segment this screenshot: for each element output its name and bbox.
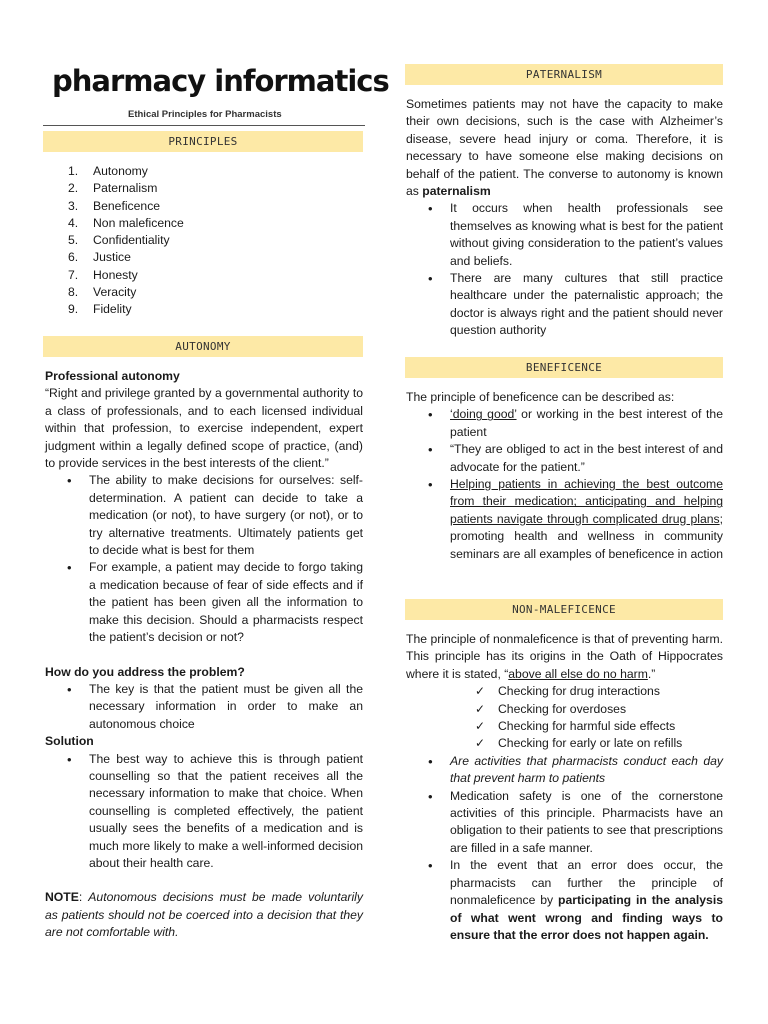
list-item: • There are many cultures that still practice healthcare under the paternalistic approach; the doctor is always right and the patient should never question authority	[406, 270, 723, 340]
autonomy-note: NOTE: Autonomous decisions must be made voluntarily as patients should not be coerced into a decision that they are not comfortable with.	[45, 890, 363, 940]
list-item: ✓ Checking for harmful side effects	[406, 718, 723, 735]
nonmaleficence-section	[406, 631, 723, 944]
autonomy-section	[45, 368, 363, 942]
list-item: 6. Justice	[68, 250, 131, 265]
title-divider	[43, 125, 365, 126]
list-item: 9. Fidelity	[68, 302, 132, 317]
list-item: • The key is that the patient must be given all the necessary information in order to make an autonomous choice	[45, 681, 363, 733]
section-heading-autonomy: AUTONOMY	[43, 336, 363, 357]
list-item: 8. Veracity	[68, 285, 137, 300]
list-item: 7. Honesty	[68, 267, 138, 282]
beneficence-bullets	[406, 406, 723, 563]
paternalism-section	[406, 96, 723, 340]
nonmaleficence-bullets	[406, 753, 723, 944]
section-heading-nonmaleficence: NON-MALEFICENCE	[405, 599, 723, 620]
solution-bullets	[45, 751, 363, 873]
list-item: • It occurs when health professionals see themselves as knowing what is best for the patient without giving consideration to the patient’s values and beliefs.	[406, 200, 723, 270]
page-subtitle: Ethical Principles for Pharmacists	[128, 109, 282, 120]
autonomy-bullets	[45, 472, 363, 646]
list-item: • Helping patients in achieving the best outcome from their medication; anticipating and helping patients navigate through complicated drug plans; promoting health and wellness in community seminars are all examples of beneficence in action	[406, 476, 723, 563]
list-item: • Are activities that pharmacists conduct each day that prevent harm to patients	[406, 753, 723, 788]
autonomy-quote: “Right and privilege granted by a governmental authority to a class of professionals, and to each licensed individual within that profession, to exercise independent, expert judgment within a legally defined scope of practice, (and) to provide services in the best interests of the client.”	[45, 386, 363, 471]
solution-label: Solution	[45, 734, 94, 749]
list-item: • For example, a patient may decide to forgo taking a medication because of fear of side effects and if the patient has been given all the information to make this decision. Should a pharmacists respect the patient’s decision or not?	[45, 559, 363, 646]
nonmaleficence-intro: The principle of nonmaleficence is that of preventing harm. This principle has its origins in the Oath of Hippocrates where it is stated, “above all else do no harm.”	[406, 632, 723, 681]
list-item: ✓ Checking for overdoses	[406, 701, 723, 718]
list-item: ✓ Checking for early or late on refills	[406, 735, 723, 752]
nonmaleficence-checklist	[406, 683, 723, 753]
page-title: pharmacy informatics	[52, 64, 389, 98]
list-item: 5. Confidentiality	[68, 233, 170, 248]
question-bullets	[45, 681, 363, 733]
autonomy-question: How do you address the problem?	[45, 664, 245, 679]
list-item: 4. Non maleficence	[68, 215, 184, 230]
list-item: 1. Autonomy	[68, 164, 148, 178]
beneficence-section	[406, 389, 723, 563]
autonomy-subheading: Professional autonomy	[45, 369, 180, 383]
section-heading-principles: PRINCIPLES	[43, 131, 363, 152]
list-item: • Medication safety is one of the cornerstone activities of this principle. Pharmacists have an obligation to their patients to see that prescriptions are filled in a safe manner.	[406, 788, 723, 858]
list-item: • The ability to make decisions for ourselves: self-determination. A patient can decide to take a medication (or not), to have surgery (or not), or to try alternative treatments. Ultimately patients get to decide what is best for them	[45, 472, 363, 559]
list-item: • In the event that an error does occur, the pharmacists can further the principle of nonmaleficence by participating in the analysis of what went wrong and finding ways to ensure that the error does not happen again.	[406, 857, 723, 944]
section-heading-paternalism: PATERNALISM	[405, 64, 723, 85]
list-item: 3. Beneficence	[68, 198, 161, 213]
principles-list	[68, 163, 328, 319]
list-item: • “They are obliged to act in the best interest of and advocate for the patient.”	[406, 441, 723, 476]
list-item: • ‘doing good’ or working in the best interest of the patient	[406, 406, 723, 441]
list-item: 2. Paternalism	[68, 181, 158, 196]
list-item: ✓ Checking for drug interactions	[406, 683, 723, 700]
paternalism-intro: Sometimes patients may not have the capacity to make their own decisions, such is the case with Alzheimer’s disease, severe head injury or coma. Therefore, it is necessary to have someone else making decisions on behalf of the patient. The converse to autonomy is known as paternalism	[406, 97, 723, 199]
beneficence-intro: The principle of beneficence can be described as:	[406, 390, 675, 404]
section-heading-beneficence: BENEFICENCE	[405, 357, 723, 378]
list-item: • The best way to achieve this is through patient counselling so that the patient receives all the necessary information to make that choice. When counselling is completed effectively, the patient usually sees the benefits of a medication and is much more likely to make a well-informed decision about their health care.	[45, 751, 363, 873]
paternalism-bullets	[406, 200, 723, 339]
